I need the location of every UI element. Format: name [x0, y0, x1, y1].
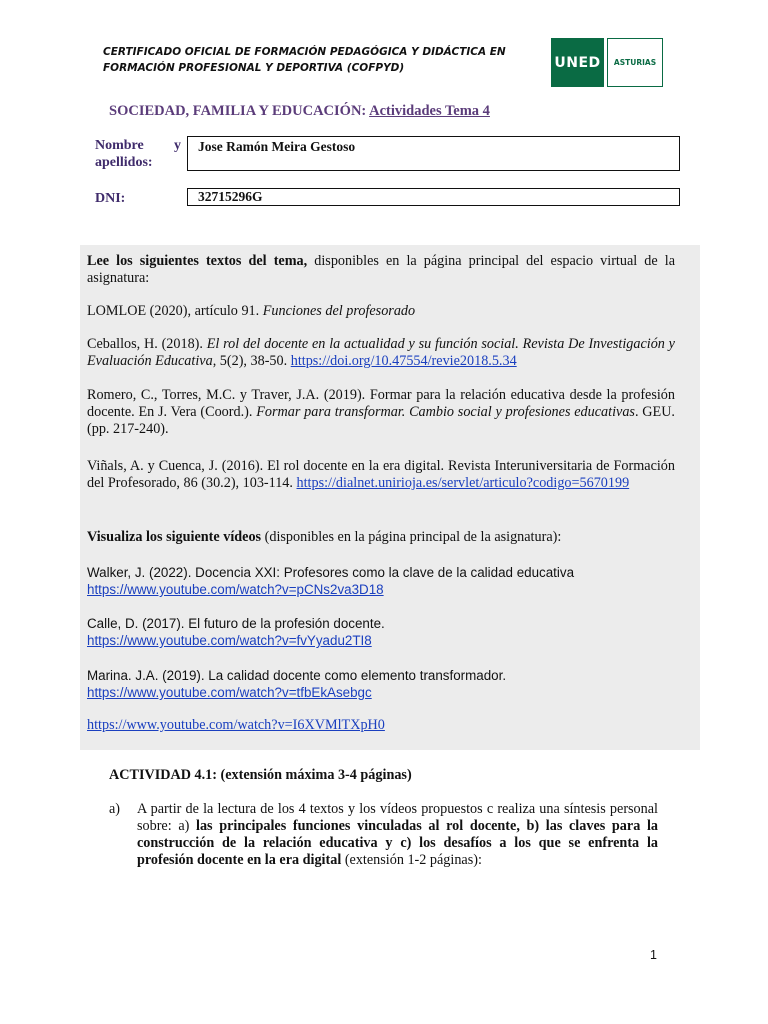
video-1-link[interactable]: https://www.youtube.com/watch?v=pCNs2va3D18	[87, 582, 384, 597]
reading-3-ref: . GEU. (pp. 217-240).	[87, 404, 675, 437]
page-number: 1	[650, 948, 657, 962]
item-a-text	[137, 801, 658, 869]
name-label-apellidos: apellidos:	[95, 155, 153, 170]
reading-3-author: Romero, C., Torres, M.C. y Traver, J.A. (2019). Formar para la relación educativa desde la profesión docente. En J. Vera (Coord.).	[87, 387, 675, 420]
video-4	[87, 717, 675, 734]
dni-field[interactable]: 32715296G	[187, 188, 680, 206]
readings-intro-bold: Lee los siguientes textos del tema,	[87, 253, 308, 269]
reading-3-title: Formar para transformar. Cambio social y profesiones educativas	[256, 404, 635, 420]
readings-intro-rest: disponibles en la página principal del espacio virtual de la asignatura:	[87, 253, 675, 286]
reading-3	[87, 387, 675, 438]
video-3-text: Marina. J.A. (2019). La calidad docente como elemento transformador.	[87, 668, 507, 683]
video-2	[87, 615, 675, 649]
name-label	[95, 137, 181, 171]
name-field[interactable]: Jose Ramón Meira Gestoso	[187, 136, 680, 171]
header-title: CERTIFICADO OFICIAL DE FORMACIÓN PEDAGÓGICA Y DIDÁCTICA EN FORMACIÓN PROFESIONAL Y DEPORTIVA (COFPYD)	[103, 46, 506, 74]
reading-4-text: Viñals, A. y Cuenca, J. (2016). El rol docente en la era digital. Revista Interuniversitaria de Formación del Profesorado, 86 (30.2), 103-114.	[87, 458, 675, 491]
name-label-word: Nombre	[95, 138, 144, 153]
uned-logo: UNED	[551, 38, 604, 87]
item-a-letter: a)	[109, 801, 121, 817]
name-label-y: y	[174, 138, 181, 153]
videos-intro-rest: (disponibles en la página principal de la asignatura):	[261, 529, 562, 545]
reading-1	[87, 303, 675, 320]
asturias-logo: ASTURIAS	[607, 38, 663, 87]
item-a-bold: las principales funciones vinculadas al rol docente, b) las claves para la construcción de la relación educativa y c) los desafíos a los que se enfrenta la profesión docente en la era digital	[137, 818, 658, 868]
video-1	[87, 564, 675, 598]
video-2-text: Calle, D. (2017). El futuro de la profesión docente.	[87, 616, 385, 631]
reading-2-ref: , 5(2), 38-50.	[212, 353, 291, 369]
subject-name: SOCIEDAD, FAMILIA Y EDUCACIÓN:	[109, 103, 370, 119]
video-3-link[interactable]: https://www.youtube.com/watch?v=tfbEkAsebgc	[87, 685, 372, 700]
reading-4-link[interactable]: https://dialnet.unirioja.es/servlet/articulo?codigo=5670199	[296, 475, 630, 491]
reading-2-link[interactable]: https://doi.org/10.47554/revie2018.5.34	[290, 353, 517, 369]
item-a-end: (extensión 1-2 páginas):	[341, 852, 482, 868]
dni-label: DNI:	[95, 191, 126, 206]
activity-title: ACTIVIDAD 4.1: (extensión máxima 3-4 páginas)	[109, 767, 412, 783]
item-a-intro: A partir de la lectura de los 4 textos y los vídeos propuestos c realiza una síntesis personal sobre: a)	[137, 801, 658, 834]
subject-activities: Actividades Tema 4	[369, 103, 490, 119]
readings-intro	[87, 253, 675, 287]
videos-intro-bold: Visualiza los siguiente vídeos	[87, 529, 262, 545]
reading-1-text: LOMLOE (2020), artículo 91.	[87, 303, 263, 319]
video-4-link[interactable]: https://www.youtube.com/watch?v=I6XVMlTXpH0	[87, 717, 385, 733]
video-1-text: Walker, J. (2022). Docencia XXI: Profesores como la clave de la calidad educativa	[87, 565, 575, 580]
reading-4	[87, 458, 675, 492]
reading-2-title: El rol del docente en la actualidad y su función social. Revista De Investigación y Evaluación Educativa	[87, 336, 675, 369]
reading-2-author: Ceballos, H. (2018).	[87, 336, 207, 352]
video-2-link[interactable]: https://www.youtube.com/watch?v=fvYyadu2TI8	[87, 633, 372, 648]
subject-title	[109, 103, 490, 120]
reading-2	[87, 336, 675, 370]
video-3	[87, 667, 675, 701]
videos-intro	[87, 529, 675, 546]
reading-1-title: Funciones del profesorado	[262, 303, 416, 319]
